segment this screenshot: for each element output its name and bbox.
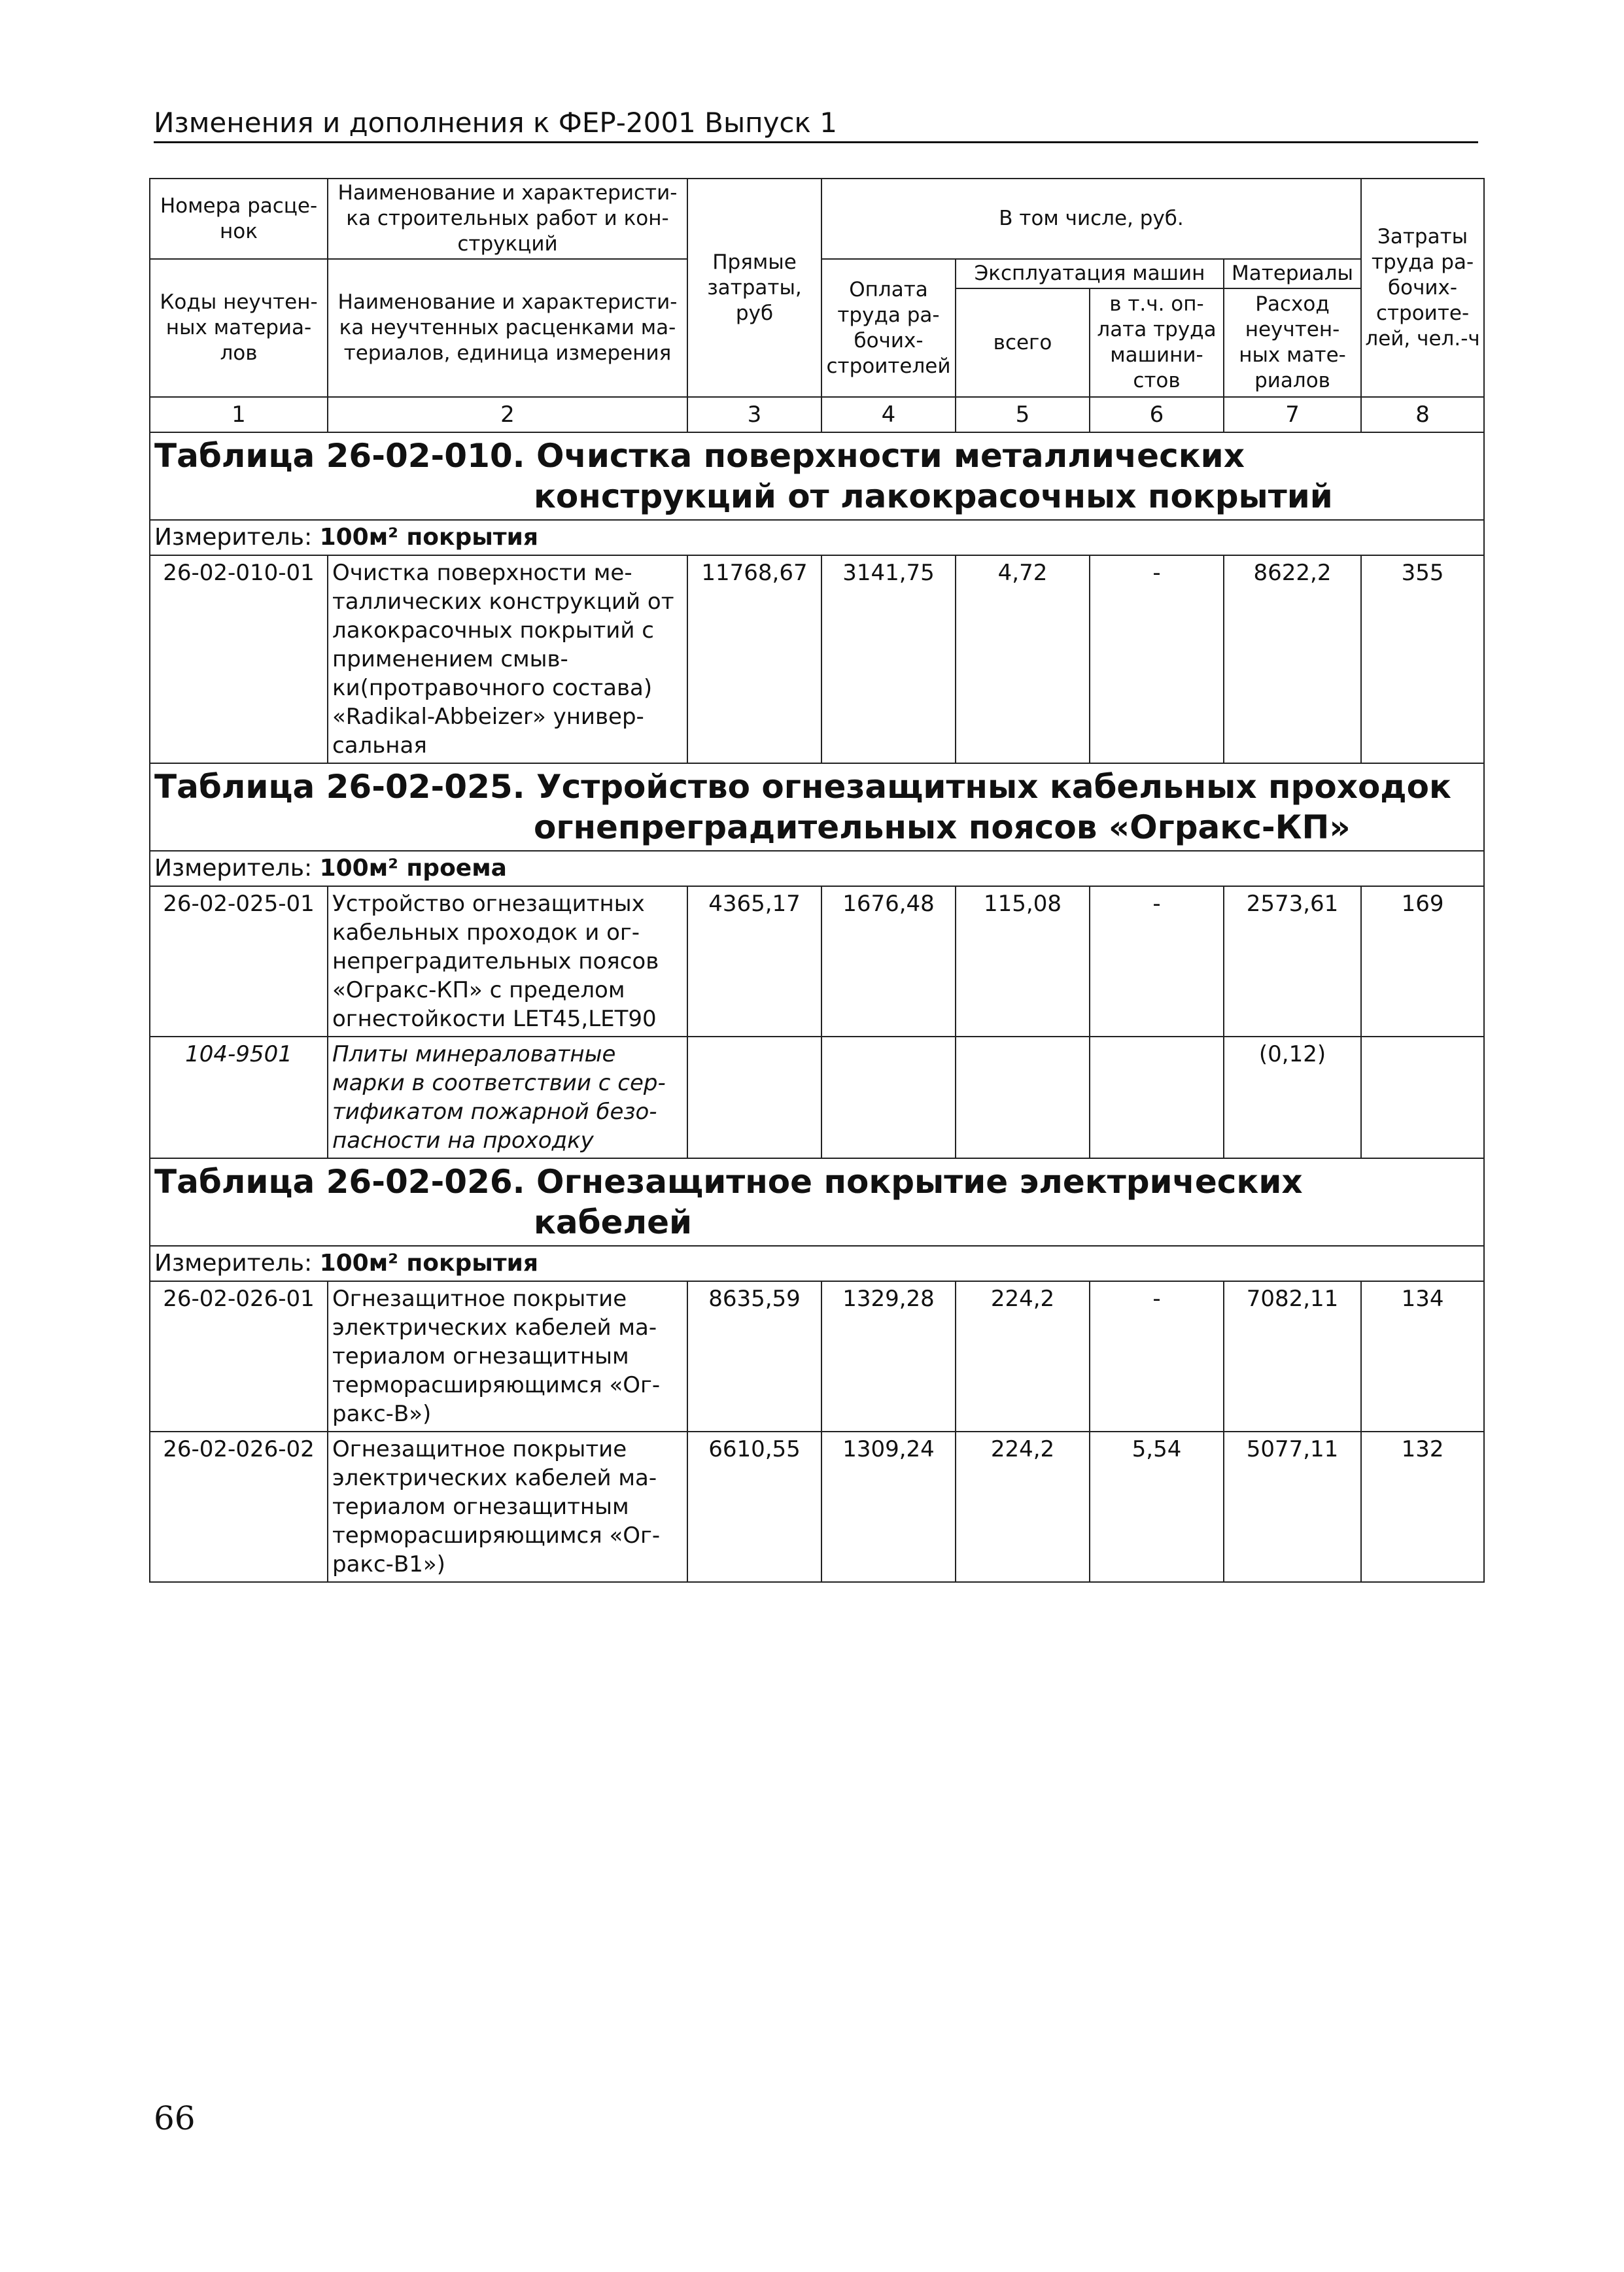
header-materials: Материалы bbox=[1224, 259, 1361, 288]
section-title-line: Таблица 26-02-025. Устройство огнезащитных кабельных проходок bbox=[154, 768, 1451, 806]
materials-cell: (0,12) bbox=[1224, 1037, 1361, 1158]
header-worker-pay: Оплата труда ра-бочих-строителей bbox=[821, 259, 956, 397]
column-number: 4 bbox=[821, 397, 956, 432]
header-row-1 bbox=[150, 179, 1484, 259]
labor-hours-cell: 134 bbox=[1361, 1281, 1484, 1432]
worker-pay-cell: 3141,75 bbox=[821, 555, 956, 763]
header-labor-hours: Затраты труда ра-бочих-строите-лей, чел.-ч bbox=[1361, 179, 1484, 397]
measure-row bbox=[150, 520, 1484, 555]
column-number: 6 bbox=[1090, 397, 1224, 432]
header-unaccounted-materials: Расход неучтен-ных мате-риалов bbox=[1224, 288, 1361, 397]
direct-costs-cell: 8635,59 bbox=[687, 1281, 821, 1432]
worker-pay-cell: 1309,24 bbox=[821, 1432, 956, 1582]
direct-costs-cell: 4365,17 bbox=[687, 886, 821, 1037]
work-description-cell: Очистка поверхности ме-таллических конструкций от лакокрасочных покрытий с применением смыв-ки(протравочного состава) «Radikal-Abbeizer» универ-сальная bbox=[328, 555, 687, 763]
measure-row bbox=[150, 1246, 1484, 1281]
table-row bbox=[150, 886, 1484, 1037]
labor-hours-cell bbox=[1361, 1037, 1484, 1158]
section-title-line: Таблица 26-02-026. Огнезащитное покрытие электрических bbox=[154, 1163, 1303, 1201]
measure-value: 100м² покрытия bbox=[319, 524, 539, 551]
header-machines: Эксплуатация машин bbox=[956, 259, 1224, 288]
header-including: В том числе, руб. bbox=[821, 179, 1361, 259]
section-title-row bbox=[150, 1158, 1484, 1246]
rate-code-cell: 26-02-010-01 bbox=[150, 555, 328, 763]
table-row bbox=[150, 1037, 1484, 1158]
measure-row bbox=[150, 851, 1484, 886]
machinists-pay-cell: - bbox=[1090, 1281, 1224, 1432]
header-machines-total: всего bbox=[956, 288, 1090, 397]
machines-total-cell bbox=[956, 1037, 1090, 1158]
section-title-line: кабелей bbox=[534, 1203, 693, 1241]
header-material-codes: Коды неучтен-ных материа-лов bbox=[150, 259, 328, 397]
measure-unit bbox=[150, 851, 1484, 886]
section-title-row bbox=[150, 432, 1484, 520]
column-number: 2 bbox=[328, 397, 687, 432]
header-rate-numbers: Номера расце-нок bbox=[150, 179, 328, 259]
direct-costs-cell: 11768,67 bbox=[687, 555, 821, 763]
section-title bbox=[150, 1158, 1484, 1246]
table-row bbox=[150, 1281, 1484, 1432]
header-machinists-pay: в т.ч. оп-лата труда машини-стов bbox=[1090, 288, 1224, 397]
materials-cell: 7082,11 bbox=[1224, 1281, 1361, 1432]
rate-code-cell: 104-9501 bbox=[150, 1037, 328, 1158]
table-row bbox=[150, 555, 1484, 763]
norms-table bbox=[149, 178, 1485, 1583]
running-header: Изменения и дополнения к ФЕР-2001 Выпуск 1 bbox=[154, 105, 1478, 143]
worker-pay-cell bbox=[821, 1037, 956, 1158]
labor-hours-cell: 355 bbox=[1361, 555, 1484, 763]
section-title-line: конструкций от лакокрасочных покрытий bbox=[534, 477, 1333, 515]
worker-pay-cell: 1329,28 bbox=[821, 1281, 956, 1432]
rate-code-cell: 26-02-026-01 bbox=[150, 1281, 328, 1432]
section-title-line: огнепреградительных поясов «Огракс-КП» bbox=[534, 808, 1351, 846]
machinists-pay-cell: 5,54 bbox=[1090, 1432, 1224, 1582]
work-description-cell: Огнезащитное покрытие электрических кабелей ма-териалом огнезащитным терморасширяющимся «Ог-ракс-В1») bbox=[328, 1432, 687, 1582]
column-number: 5 bbox=[956, 397, 1090, 432]
materials-cell: 8622,2 bbox=[1224, 555, 1361, 763]
header-material-name: Наименование и характеристи-ка неучтенных расценками ма-териалов, единица измерения bbox=[328, 259, 687, 397]
page-number: 66 bbox=[154, 2099, 196, 2137]
column-number: 8 bbox=[1361, 397, 1484, 432]
column-number: 1 bbox=[150, 397, 328, 432]
machinists-pay-cell: - bbox=[1090, 555, 1224, 763]
section-title bbox=[150, 432, 1484, 520]
rate-code-cell: 26-02-026-02 bbox=[150, 1432, 328, 1582]
header-direct-costs: Прямые затраты, руб bbox=[687, 179, 821, 397]
machines-total-cell: 224,2 bbox=[956, 1281, 1090, 1432]
header-work-name: Наименование и характеристи-ка строительных работ и кон-струкций bbox=[328, 179, 687, 259]
measure-label: Измеритель: bbox=[154, 855, 313, 882]
materials-cell: 5077,11 bbox=[1224, 1432, 1361, 1582]
materials-cell: 2573,61 bbox=[1224, 886, 1361, 1037]
work-description-cell: Огнезащитное покрытие электрических кабелей ма-териалом огнезащитным терморасширяющимся «Ог-ракс-В») bbox=[328, 1281, 687, 1432]
section-title-row bbox=[150, 763, 1484, 851]
column-numbers-row bbox=[150, 397, 1484, 432]
machinists-pay-cell bbox=[1090, 1037, 1224, 1158]
direct-costs-cell: 6610,55 bbox=[687, 1432, 821, 1582]
measure-label: Измеритель: bbox=[154, 524, 313, 551]
direct-costs-cell bbox=[687, 1037, 821, 1158]
machines-total-cell: 115,08 bbox=[956, 886, 1090, 1037]
measure-unit bbox=[150, 1246, 1484, 1281]
section-title-line: Таблица 26-02-010. Очистка поверхности металлических bbox=[154, 437, 1245, 475]
measure-unit bbox=[150, 520, 1484, 555]
column-number: 7 bbox=[1224, 397, 1361, 432]
work-description-cell: Устройство огнезащитных кабельных проходок и ог-непреградительных поясов «Огракс-КП» с пределом огнестойкости LET45,LET90 bbox=[328, 886, 687, 1037]
worker-pay-cell: 1676,48 bbox=[821, 886, 956, 1037]
machines-total-cell: 4,72 bbox=[956, 555, 1090, 763]
table-body bbox=[150, 179, 1484, 1582]
column-number: 3 bbox=[687, 397, 821, 432]
rate-code-cell: 26-02-025-01 bbox=[150, 886, 328, 1037]
measure-label: Измеритель: bbox=[154, 1250, 313, 1277]
measure-value: 100м² покрытия bbox=[319, 1250, 539, 1277]
measure-value: 100м² проема bbox=[319, 855, 507, 882]
labor-hours-cell: 169 bbox=[1361, 886, 1484, 1037]
work-description-cell: Плиты минераловатные марки в соответствии с сер-тификатом пожарной безо-пасности на проходку bbox=[328, 1037, 687, 1158]
table-row bbox=[150, 1432, 1484, 1582]
machines-total-cell: 224,2 bbox=[956, 1432, 1090, 1582]
machinists-pay-cell: - bbox=[1090, 886, 1224, 1037]
section-title bbox=[150, 763, 1484, 851]
labor-hours-cell: 132 bbox=[1361, 1432, 1484, 1582]
